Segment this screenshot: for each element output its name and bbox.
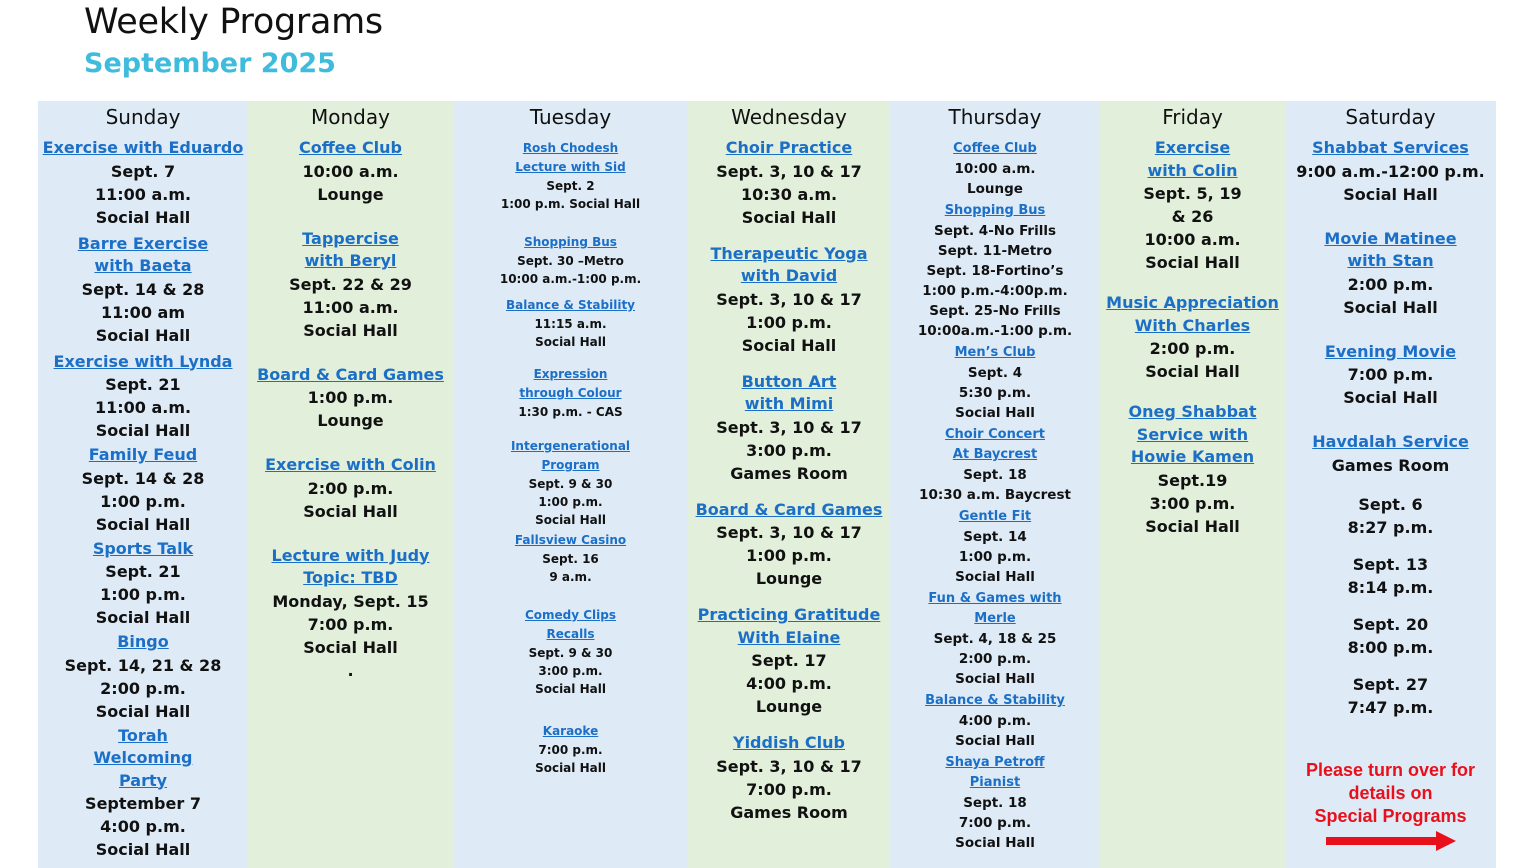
program-detail: 1:00 p.m.-4:00p.m. — [922, 283, 1068, 299]
program-entry — [890, 425, 1100, 505]
program-detail: Sept. 2 — [546, 179, 595, 193]
program-detail: . — [347, 660, 354, 680]
program-detail: 5:30 p.m. — [958, 385, 1032, 401]
program-detail: Sept. 14 & 28 — [81, 468, 205, 488]
day-column-monday — [248, 101, 453, 868]
program-detail: Social Hall — [535, 682, 606, 696]
program-detail: Sept. 7 — [110, 161, 176, 181]
program-title-link[interactable]: Shopping Bus — [524, 235, 617, 249]
program-entry — [1285, 613, 1496, 659]
day-header: Thursday — [948, 105, 1042, 129]
program-detail: Sept. 3, 10 & 17 — [716, 523, 862, 542]
day-column-saturday — [1285, 101, 1496, 868]
day-column-sunday — [38, 101, 248, 868]
day-header: Friday — [1162, 105, 1223, 129]
program-detail: Sept. 18 — [963, 467, 1027, 483]
program-detail: Sept. 25-No Frills — [929, 303, 1061, 319]
program-detail: Sept. 9 & 30 — [528, 477, 613, 491]
program-detail: Sept. 14, 21 & 28 — [64, 655, 222, 675]
program-detail: Sept. 3, 10 & 17 — [716, 161, 862, 181]
page-subtitle: September 2025 — [84, 48, 336, 79]
program-entry — [890, 691, 1100, 751]
program-title-link[interactable]: Family Feud — [88, 445, 198, 464]
program-detail: 7:47 p.m. — [1347, 697, 1434, 717]
program-title-link[interactable]: Pianist — [969, 775, 1021, 790]
program-title-link[interactable]: Tappercise — [302, 228, 399, 248]
program-entry — [248, 228, 453, 342]
program-entry — [248, 545, 453, 682]
program-entry — [1100, 137, 1285, 274]
program-entry — [453, 437, 688, 529]
program-detail: Sept.19 — [1157, 470, 1228, 490]
program-detail: Sept. 4, 18 & 25 — [933, 631, 1057, 647]
program-entry — [453, 233, 688, 288]
program-title-link[interactable]: with Mimi — [744, 394, 834, 413]
program-detail: Social Hall — [303, 637, 398, 657]
program-title-link[interactable]: Evening Movie — [1324, 341, 1457, 361]
program-detail: 2:00 p.m. — [100, 678, 186, 698]
day-header: Saturday — [1345, 105, 1436, 129]
day-header: Tuesday — [529, 105, 612, 129]
program-detail: 2:00 p.m. — [1347, 274, 1434, 294]
program-entry — [688, 732, 890, 824]
program-detail: Sept. 3, 10 & 17 — [716, 756, 862, 776]
day-header: Monday — [311, 105, 390, 129]
program-title-link[interactable]: Oneg Shabbat — [1128, 402, 1257, 421]
program-detail: Social Hall — [1343, 388, 1438, 407]
program-title-link[interactable]: Therapeutic Yoga — [710, 243, 868, 263]
program-detail: Sept. 13 — [1352, 554, 1429, 574]
program-detail: Lounge — [317, 184, 384, 204]
day-header: Wednesday — [731, 105, 847, 129]
program-title-link[interactable]: Lecture with Sid — [515, 160, 626, 174]
program-detail: Social Hall — [741, 207, 837, 227]
program-entry — [890, 343, 1100, 423]
program-detail: 1:00 p.m. — [100, 585, 186, 604]
program-detail: Sept. 17 — [751, 651, 827, 670]
program-detail: Social Hall — [955, 405, 1035, 421]
program-title-link[interactable]: Shaya Petroff — [945, 755, 1045, 770]
program-detail: Social Hall — [95, 840, 191, 859]
program-title-link[interactable]: with David — [740, 266, 838, 285]
program-detail: 1:00 p.m. — [746, 312, 832, 332]
program-entry — [453, 722, 688, 777]
program-entry — [248, 364, 453, 433]
program-detail: 3:00 p.m. — [1149, 493, 1236, 513]
program-title-link[interactable]: Rosh Chodesh — [522, 141, 619, 155]
program-title-link[interactable]: Yiddish Club — [732, 733, 845, 752]
program-detail: 2:00 p.m. — [1149, 339, 1236, 358]
program-detail: Social Hall — [955, 733, 1035, 749]
program-detail: 8:14 p.m. — [1347, 577, 1434, 597]
program-detail: 4:00 p.m. — [958, 713, 1032, 729]
day-column-tuesday — [453, 101, 688, 868]
program-detail: Sept. 4-No Frills — [933, 223, 1057, 239]
day-column-thursday — [890, 101, 1100, 868]
program-detail: 3:00 p.m. — [538, 664, 603, 678]
program-title-link[interactable]: Exercise — [1154, 138, 1231, 157]
program-title-link[interactable]: Exercise with Lynda — [53, 351, 233, 371]
program-detail: Sept. 3, 10 & 17 — [716, 417, 862, 437]
program-title-link[interactable]: Recalls — [546, 627, 595, 641]
program-entry — [1285, 137, 1496, 206]
program-detail: 7:00 p.m. — [307, 614, 394, 634]
program-title-link[interactable]: Fun & Games with — [928, 591, 1062, 606]
program-title-link[interactable]: Program — [541, 458, 600, 472]
program-entry — [1285, 228, 1496, 319]
program-detail: 7:00 p.m. — [538, 743, 603, 757]
program-entry — [1285, 493, 1496, 539]
program-detail: Games Room — [730, 802, 848, 822]
program-detail: Social Hall — [955, 835, 1035, 851]
program-detail: 10:30 a.m. — [740, 184, 838, 204]
program-detail: Sept. 11-Metro — [937, 243, 1053, 259]
program-entry — [688, 499, 890, 591]
program-detail: Lounge — [317, 411, 384, 430]
program-entry — [38, 351, 248, 443]
program-entry — [890, 201, 1100, 341]
program-detail: Games Room — [730, 463, 848, 483]
program-title-link[interactable]: At Baycrest — [952, 447, 1038, 462]
program-detail: 1:00 p.m. — [307, 388, 394, 407]
program-title-link[interactable]: Topic: TBD — [303, 568, 398, 587]
program-detail: 1:00 p.m. — [538, 495, 603, 509]
program-title-link[interactable]: Party — [118, 770, 168, 790]
program-title-link[interactable]: Choir Practice — [725, 138, 853, 157]
program-detail: 11:00 a.m. — [94, 184, 192, 204]
program-entry — [38, 137, 248, 229]
program-detail: 2:00 p.m. — [958, 651, 1032, 667]
program-detail: Social Hall — [95, 421, 191, 440]
program-detail: Sept. 14 & 28 — [81, 279, 205, 299]
program-detail: Lounge — [755, 569, 823, 588]
page-title: Weekly Programs — [84, 2, 383, 42]
program-title-link[interactable]: Coffee Club — [953, 141, 1037, 156]
program-title-link[interactable]: With Elaine — [737, 627, 841, 647]
program-title-link[interactable]: Exercise with Eduardo — [42, 138, 244, 157]
program-title-link[interactable]: Choir Concert — [945, 427, 1045, 442]
program-entry — [38, 538, 248, 630]
note-line: Special Programs — [1314, 805, 1467, 826]
program-title-link[interactable]: Fallsview Casino — [514, 533, 627, 547]
program-title-link[interactable]: Men’s Club — [954, 345, 1036, 360]
program-title-link[interactable]: Exercise with Colin — [265, 455, 436, 474]
program-detail: Sept. 18 — [963, 795, 1027, 811]
program-detail: Sept. 20 — [1352, 614, 1429, 634]
program-detail: Games Room — [1331, 455, 1450, 475]
program-title-link[interactable]: through Colour — [519, 386, 622, 400]
program-entry — [248, 454, 453, 523]
program-detail: & 26 — [1171, 207, 1214, 226]
program-detail: 10:00 a.m. — [1144, 230, 1241, 249]
day-column-wednesday — [688, 101, 890, 868]
program-detail: Sept. 4 — [967, 365, 1023, 381]
program-title-link[interactable]: with Beryl — [304, 251, 397, 270]
program-title-link[interactable]: Intergenerational — [510, 439, 631, 453]
program-title-link[interactable]: Practicing Gratitude — [697, 605, 881, 624]
program-title-link[interactable]: with Colin — [1147, 160, 1238, 180]
program-detail: Social Hall — [955, 671, 1035, 687]
program-detail: Social Hall — [535, 335, 606, 349]
program-entry — [453, 365, 688, 421]
program-detail: 3:00 p.m. — [746, 440, 832, 460]
program-detail: 1:00 p.m. — [958, 549, 1032, 565]
program-title-link[interactable]: Balance & Stability — [505, 298, 636, 312]
program-entry — [453, 296, 688, 351]
program-title-link[interactable]: Shopping Bus — [944, 203, 1046, 218]
special-programs-note — [1285, 759, 1496, 852]
program-entry — [453, 606, 688, 698]
program-detail: 11:00 am — [101, 302, 185, 322]
program-entry — [38, 444, 248, 536]
program-detail: 1:00 p.m. — [100, 491, 186, 511]
program-entry — [688, 604, 890, 718]
program-detail: Sept. 18-Fortino’s — [926, 263, 1064, 279]
program-detail: Sept. 22 & 29 — [289, 274, 412, 294]
program-detail: September 7 — [85, 794, 201, 813]
program-title-link[interactable]: Torah — [118, 725, 168, 745]
program-title-link[interactable]: Sports Talk — [92, 538, 194, 558]
program-detail: 4:00 p.m. — [100, 817, 186, 836]
program-title-link[interactable]: Button Art — [741, 371, 837, 391]
program-detail: Social Hall — [95, 701, 191, 721]
program-entry — [1100, 401, 1285, 538]
program-entry — [38, 233, 248, 347]
program-detail: 1:00 p.m. Social Hall — [500, 197, 641, 211]
program-detail: Sept. 3, 10 & 17 — [716, 289, 862, 309]
program-entry — [688, 243, 890, 357]
program-detail: 10:30 a.m. Baycrest — [919, 487, 1071, 503]
program-entry — [1100, 292, 1285, 383]
program-title-link[interactable]: Service with — [1136, 424, 1249, 444]
program-detail: Sept. 14 — [963, 529, 1027, 545]
program-detail: Lounge — [967, 181, 1023, 197]
program-detail: Social Hall — [95, 514, 191, 534]
program-detail: Social Hall — [1343, 297, 1438, 317]
program-title-link[interactable]: Board & Card Games — [695, 499, 883, 519]
program-title-link[interactable]: Karaoke — [542, 724, 599, 738]
program-detail: Sept. 30 –Metro — [517, 254, 624, 268]
program-detail: 8:00 p.m. — [1347, 637, 1434, 657]
program-detail: 9 a.m. — [549, 570, 592, 584]
program-detail: Social Hall — [1145, 362, 1240, 381]
program-title-link[interactable]: Music Appreciation — [1106, 293, 1279, 312]
program-title-link[interactable]: Gentle Fit — [958, 509, 1032, 524]
program-entry — [38, 725, 248, 862]
program-entry — [688, 137, 890, 229]
program-detail: 7:00 p.m. — [1347, 365, 1434, 384]
program-detail: Sept. 5, 19 — [1143, 184, 1242, 203]
program-title-link[interactable]: Movie Matinee — [1324, 228, 1457, 248]
program-detail: Social Hall — [1145, 253, 1240, 272]
program-detail: Social Hall — [95, 325, 191, 345]
program-detail: 2:00 p.m. — [307, 478, 394, 498]
program-detail: Social Hall — [741, 335, 837, 355]
program-detail: 9:00 a.m.-12:00 p.m. — [1296, 161, 1485, 181]
program-detail: Social Hall — [95, 608, 191, 627]
program-entry — [38, 631, 248, 723]
program-detail: 1:00 p.m. — [746, 546, 832, 565]
program-entry — [890, 139, 1100, 199]
program-title-link[interactable]: with Baeta — [94, 256, 192, 275]
program-detail: Sept. 9 & 30 — [528, 646, 613, 660]
program-title-link[interactable]: Lecture with Judy — [271, 545, 430, 565]
program-detail: 7:00 p.m. — [958, 815, 1032, 831]
program-detail: 11:00 a.m. — [94, 398, 192, 417]
program-title-link[interactable]: Welcoming — [93, 748, 193, 767]
program-title-link[interactable]: Board & Card Games — [257, 364, 444, 384]
note-line: details on — [1348, 782, 1433, 803]
program-detail: 11:15 a.m. — [534, 317, 607, 331]
program-entry — [890, 589, 1100, 689]
program-detail: Monday, Sept. 15 — [272, 591, 429, 611]
program-title-link[interactable]: Merle — [974, 611, 1016, 626]
program-entry — [248, 137, 453, 206]
program-entry — [453, 531, 688, 586]
program-entry — [453, 139, 688, 213]
program-detail: 4:00 p.m. — [746, 674, 832, 693]
program-entry — [1285, 673, 1496, 719]
program-detail: 10:00a.m.-1:00 p.m. — [917, 323, 1073, 339]
program-entry — [890, 753, 1100, 853]
program-detail: 7:00 p.m. — [746, 779, 832, 799]
program-detail: 8:27 p.m. — [1347, 517, 1434, 537]
program-title-link[interactable]: Coffee Club — [298, 138, 403, 157]
program-detail: 10:00 a.m.-1:00 p.m. — [499, 272, 642, 286]
program-detail: Sept. 21 — [105, 375, 181, 394]
program-detail: Social Hall — [95, 207, 191, 227]
program-title-link[interactable]: Bingo — [117, 632, 169, 651]
program-detail: Social Hall — [1343, 184, 1438, 204]
program-detail: Sept. 6 — [1358, 494, 1423, 514]
program-title-link[interactable]: Howie Kamen — [1130, 447, 1255, 466]
program-entry — [688, 371, 890, 485]
program-title-link[interactable]: Expression — [533, 367, 608, 381]
program-detail: Sept. 21 — [105, 562, 181, 581]
program-title-link[interactable]: Shabbat Services — [1312, 138, 1469, 157]
day-header: Sunday — [105, 105, 181, 129]
program-detail: 11:00 a.m. — [302, 297, 399, 317]
program-detail: Sept. 27 — [1352, 674, 1429, 694]
right-arrow-icon — [1324, 830, 1458, 852]
program-entry — [1285, 553, 1496, 599]
program-detail: Social Hall — [1145, 516, 1240, 536]
program-detail: Lounge — [755, 697, 823, 716]
program-detail: Social Hall — [535, 761, 606, 775]
program-title-link[interactable]: Comedy Clips — [524, 608, 617, 622]
program-title-link[interactable]: Havdalah Service — [1312, 432, 1469, 451]
program-entry — [1285, 431, 1496, 477]
program-detail: 10:00 a.m. — [954, 161, 1036, 177]
program-title-link[interactable]: With Charles — [1134, 315, 1251, 335]
program-detail: Social Hall — [955, 569, 1035, 585]
day-column-friday — [1100, 101, 1285, 868]
note-line: Please turn over for — [1305, 759, 1476, 780]
program-entry — [1285, 341, 1496, 410]
program-title-link[interactable]: Balance & Stability — [925, 693, 1065, 708]
program-detail: Social Hall — [303, 501, 398, 521]
program-title-link[interactable]: with Stan — [1347, 251, 1434, 270]
program-detail: Social Hall — [535, 513, 606, 527]
program-detail: 1:30 p.m. - CAS — [518, 405, 623, 419]
program-title-link[interactable]: Barre Exercise — [77, 233, 209, 253]
program-detail: Social Hall — [303, 320, 398, 340]
program-detail: Sept. 16 — [542, 552, 599, 566]
program-detail: 10:00 a.m. — [302, 161, 399, 181]
program-entry — [890, 507, 1100, 587]
